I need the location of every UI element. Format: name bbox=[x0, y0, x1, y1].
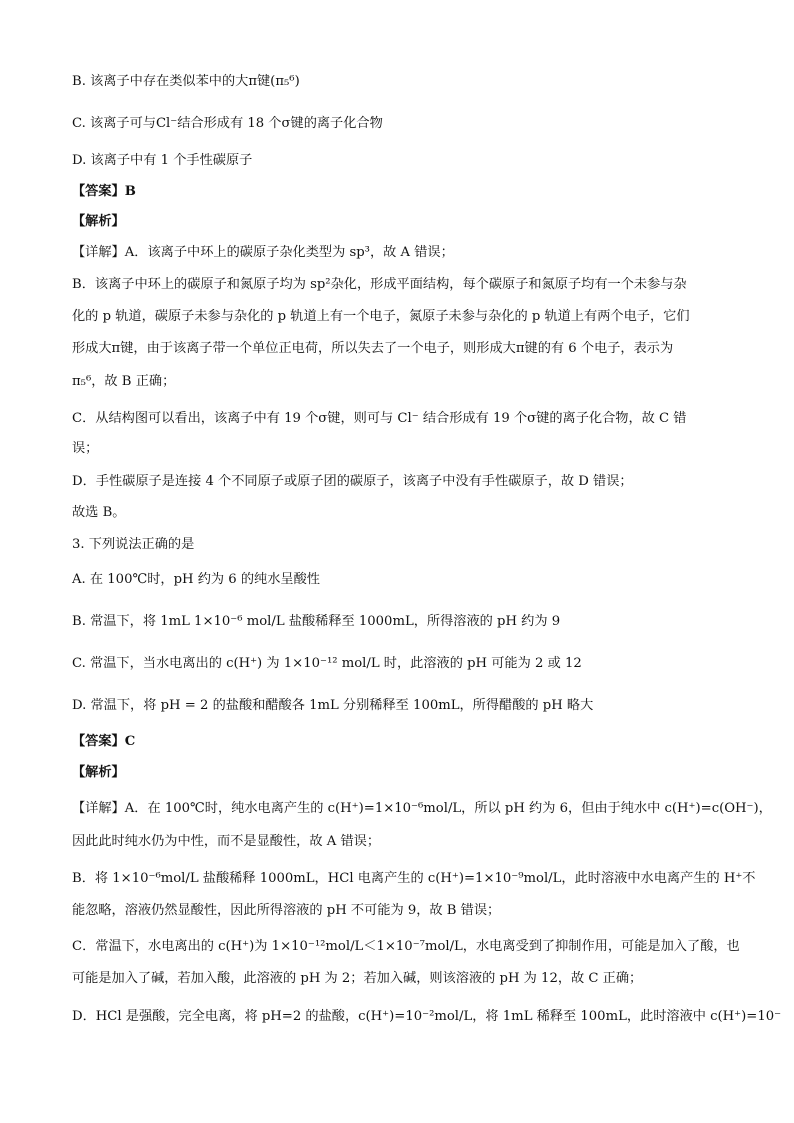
q2-answer: 【答案】B bbox=[72, 184, 136, 199]
q3-stem: 3. 下列说法正确的是 bbox=[72, 537, 195, 552]
q2-option-b: B. 该离子中存在类似苯中的大π键(π₅⁶) bbox=[72, 74, 300, 89]
q3-option-d: D. 常温下，将 pH = 2 的盐酸和醋酸各 1mL 分别稀释至 100mL，所得醋酸的 pH 略大 bbox=[72, 698, 594, 713]
q2-option-c: C. 该离子可与Cl⁻结合形成有 18 个σ键的离子化合物 bbox=[72, 116, 383, 131]
q3-analysis-label: 【解析】 bbox=[72, 765, 125, 780]
q2-detail-line: 【详解】A．该离子中环上的碳原子杂化类型为 sp³，故 A 错误； bbox=[72, 245, 454, 260]
q2-detail-line: 形成大π键，由于该离子带一个单位正电荷，所以失去了一个电子，则形成大π键的有 6 个电子，表示为 bbox=[72, 341, 674, 356]
q2-detail-line: 故选 B。 bbox=[72, 505, 126, 520]
q2-detail-line: 误； bbox=[72, 441, 99, 456]
q3-detail-line: 可能是加入了碱，若加入酸，此溶液的 pH 为 2；若加入碱，则该溶液的 pH 为 12，故 C 正确； bbox=[72, 971, 643, 986]
q3-detail-line: 能忽略，溶液仍然显酸性，因此所得溶液的 pH 不可能为 9，故 B 错误； bbox=[72, 903, 501, 918]
q2-detail-line: B．该离子中环上的碳原子和氮原子均为 sp²杂化，形成平面结构，每个碳原子和氮原子均有一个未参与杂 bbox=[72, 277, 687, 292]
q2-detail-line: C．从结构图可以看出，该离子中有 19 个σ键，则可与 Cl⁻ 结合形成有 19 个σ键的离子化合物，故 C 错 bbox=[72, 411, 687, 426]
q2-detail-line: D．手性碳原子是连接 4 个不同原子或原子团的碳原子，该离子中没有手性碳原子，故 D 错误； bbox=[72, 474, 633, 489]
q3-option-a: A. 在 100℃时，pH 约为 6 的纯水呈酸性 bbox=[72, 572, 320, 587]
q3-detail-line: C．常温下，水电离出的 c(H⁺)为 1×10⁻¹²mol/L＜1×10⁻⁷mol/L，水电离受到了抑制作用，可能是加入了酸，也 bbox=[72, 939, 740, 954]
q3-detail-line: B．将 1×10⁻⁶mol/L 盐酸稀释 1000mL，HCl 电离产生的 c(H⁺)=1×10⁻⁹mol/L，此时溶液中水电离产生的 H⁺不 bbox=[72, 871, 756, 886]
q2-detail-line: 化的 p 轨道，碳原子未参与杂化的 p 轨道上有一个电子，氮原子未参与杂化的 p 轨道上有两个电子，它们 bbox=[72, 309, 690, 324]
q2-detail-line: π₅⁶，故 B 正确； bbox=[72, 374, 176, 389]
q3-option-c: C. 常温下，当水电离出的 c(H⁺) 为 1×10⁻¹² mol/L 时，此溶液的 pH 可能为 2 或 12 bbox=[72, 656, 582, 671]
q3-detail-line: D．HCl 是强酸，完全电离，将 pH=2 的盐酸，c(H⁺)=10⁻²mol/L，将 1mL 稀释至 100mL，此时溶液中 c(H⁺)=10⁻ bbox=[72, 1009, 782, 1024]
q2-analysis-label: 【解析】 bbox=[72, 214, 125, 229]
q3-option-b: B. 常温下，将 1mL 1×10⁻⁶ mol/L 盐酸稀释至 1000mL，所得溶液的 pH 约为 9 bbox=[72, 614, 561, 629]
q3-detail-line: 因此此时纯水仍为中性，而不是显酸性，故 A 错误； bbox=[72, 834, 381, 849]
q3-answer: 【答案】C bbox=[72, 734, 136, 749]
q2-option-d: D. 该离子中有 1 个手性碳原子 bbox=[72, 153, 253, 168]
q3-detail-line: 【详解】A．在 100℃时，纯水电离产生的 c(H⁺)=1×10⁻⁶mol/L，所以 pH 约为 6，但由于纯水中 c(H⁺)=c(OH⁻)， bbox=[72, 801, 772, 816]
